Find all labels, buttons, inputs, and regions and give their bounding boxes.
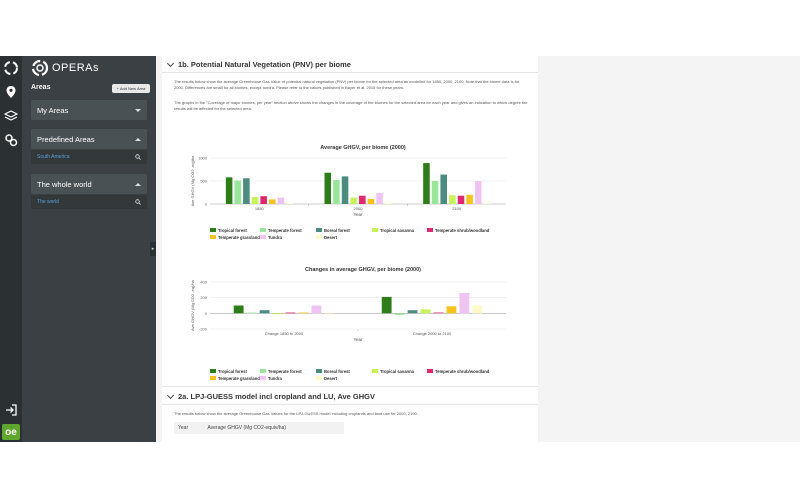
bar xyxy=(466,195,473,204)
legend-swatch xyxy=(260,235,266,239)
legend-label: Boreal forest xyxy=(324,369,350,374)
section-2a-title: 2a. LPJ-GUESS model incl cropland and LU, Ave GHGV xyxy=(178,392,375,401)
divider xyxy=(162,72,538,73)
x-tick-label: 2100 xyxy=(452,206,462,211)
table-header-ghgv: Average GHGV (Mg CO2-equiv/ha) xyxy=(203,422,344,435)
whole-world-name: The world xyxy=(37,199,59,205)
predefined-area-name: South America xyxy=(37,154,70,160)
bar xyxy=(247,313,257,314)
zoom-icon[interactable] xyxy=(135,199,141,205)
operas-logo-icon[interactable] xyxy=(3,60,19,76)
bar xyxy=(311,306,321,314)
y-tick-label: -200 xyxy=(198,326,207,332)
bar xyxy=(234,306,244,314)
bar xyxy=(376,193,383,204)
section-2a-description: The results below show the average Greenhouse Gas Values for the LPJ-GUESS model including croplands and land use for 2000, 2100. xyxy=(174,411,418,416)
section-1b-note: The graphs in the "Coverage of major biomes, per year" section above shows the changes in the coverage of the biomes for the selected area for each year and gives an indication to which degree the results will be affected for the selected area. xyxy=(174,100,528,111)
bar xyxy=(333,180,340,204)
y-tick-label: 500 xyxy=(200,178,207,184)
chart-title: Changes in average GHGV, per biome (2000) xyxy=(305,267,421,273)
divider xyxy=(162,386,538,387)
bar xyxy=(299,313,309,314)
bar xyxy=(350,198,357,204)
layers-icon[interactable] xyxy=(3,108,19,124)
bar xyxy=(432,181,439,204)
bar xyxy=(234,181,241,204)
y-axis-label: Ave GHGV (Mg CO2 -eq)/ha xyxy=(190,280,195,331)
y-tick-label: 400 xyxy=(200,279,207,285)
legend-swatch xyxy=(427,369,433,373)
legend-label: Tropical savanna xyxy=(380,369,414,374)
areas-title: Areas xyxy=(31,84,51,91)
bar xyxy=(243,178,250,204)
legend-label: Tropical forest xyxy=(218,228,247,233)
legend-label: Temperate shrub/woodland xyxy=(435,228,490,233)
legend-swatch xyxy=(372,369,378,373)
table-header-row xyxy=(174,422,344,435)
section-1b-title: 1b. Potential Natural Vegetation (PNV) per biome xyxy=(178,60,351,69)
my-areas-label: My Areas xyxy=(37,105,69,115)
y-tick-label: 200 xyxy=(200,295,207,301)
app-window xyxy=(0,56,800,442)
bar xyxy=(395,313,405,315)
legend-label: Tropical savanna xyxy=(380,228,414,233)
whole-world-accordion[interactable] xyxy=(31,174,147,194)
legend-label: Temperate forest xyxy=(268,369,302,374)
bar xyxy=(342,176,349,204)
x-tick-label: 1850 xyxy=(254,206,264,211)
bar xyxy=(325,173,332,204)
chevron-up-icon xyxy=(135,183,141,186)
oe-badge[interactable]: oe xyxy=(2,424,20,440)
whole-world-label: The whole world xyxy=(37,179,92,189)
legend-label: Tropical forest xyxy=(218,369,247,374)
bar xyxy=(286,313,296,314)
legend-label: Tundra xyxy=(268,376,282,381)
chevron-down-icon xyxy=(167,392,174,399)
login-icon[interactable] xyxy=(3,402,19,418)
bar xyxy=(273,313,283,314)
legend-swatch xyxy=(260,369,266,373)
bar xyxy=(278,198,285,204)
predefined-areas-label: Predefined Areas xyxy=(37,134,95,144)
bar xyxy=(475,181,482,204)
chart-title: Average GHGV, per biome (2000) xyxy=(320,145,406,151)
legend-swatch xyxy=(316,369,322,373)
legend-label: Temperate forest xyxy=(268,228,302,233)
y-tick-label: 0 xyxy=(204,310,207,316)
bar xyxy=(472,306,482,314)
legend-label: Tundra xyxy=(268,235,282,240)
bar xyxy=(286,203,293,204)
panel-collapse-handle[interactable]: ▸ xyxy=(150,242,156,256)
x-tick-label: Change 2000 to 2100 xyxy=(412,331,452,336)
bar xyxy=(260,310,270,313)
bar xyxy=(447,306,457,313)
x-tick-label: Change 1850 to 2000 xyxy=(264,331,304,336)
legend-swatch xyxy=(260,376,266,380)
bar xyxy=(459,293,469,313)
operas-swirl-icon xyxy=(30,58,50,78)
logo-text: OPERAs xyxy=(52,62,100,74)
section-2a-header[interactable] xyxy=(168,392,375,401)
x-axis-label: Year xyxy=(353,212,363,217)
legend-label: Temperate shrub/woodland xyxy=(435,369,490,374)
bar xyxy=(269,199,276,204)
link-icon[interactable] xyxy=(3,132,19,148)
divider xyxy=(162,404,538,405)
bar xyxy=(408,310,418,313)
legend-swatch xyxy=(260,228,266,232)
x-tick-label: 2000 xyxy=(353,206,363,211)
legend-label: Temperate grassland xyxy=(218,376,260,381)
table-header-year: Year xyxy=(174,422,203,435)
zoom-icon[interactable] xyxy=(135,154,141,160)
bar xyxy=(421,309,431,313)
legend-swatch xyxy=(210,376,216,380)
page-background xyxy=(538,56,800,442)
y-tick-label: 0 xyxy=(204,201,207,207)
bar xyxy=(385,203,392,204)
legend-swatch xyxy=(316,235,322,239)
ghgv-table xyxy=(174,422,344,435)
bar xyxy=(434,313,444,314)
legend-label: Desert xyxy=(324,235,338,240)
legend-swatch xyxy=(316,228,322,232)
bar xyxy=(458,196,465,204)
legend-swatch xyxy=(210,228,216,232)
bar xyxy=(368,199,375,204)
operas-logo xyxy=(30,58,99,78)
chevron-down-icon xyxy=(135,109,141,112)
legend-label: Boreal forest xyxy=(324,228,350,233)
bar xyxy=(359,196,366,204)
section-1b-header[interactable] xyxy=(168,60,351,69)
legend-label: Temperate grassland xyxy=(218,235,260,240)
chevron-up-icon xyxy=(135,138,141,141)
bar xyxy=(484,203,491,204)
bar xyxy=(449,195,456,204)
bar xyxy=(324,313,334,314)
results-pane xyxy=(162,56,538,442)
add-new-area-button[interactable]: + Add New Area xyxy=(112,84,150,93)
chevron-down-icon xyxy=(167,60,174,67)
x-axis-label: Year xyxy=(353,337,363,342)
predefined-areas-accordion[interactable] xyxy=(31,129,147,149)
bar xyxy=(440,175,447,204)
bar xyxy=(226,177,233,204)
whole-world-item[interactable] xyxy=(31,195,147,209)
map-pin-icon[interactable] xyxy=(3,84,19,100)
legend-swatch xyxy=(316,376,322,380)
icon-rail xyxy=(0,56,22,442)
my-areas-accordion[interactable] xyxy=(31,100,147,120)
ghgv-change-chart xyxy=(162,264,538,384)
legend-swatch xyxy=(372,228,378,232)
bar xyxy=(382,297,392,313)
legend-swatch xyxy=(427,228,433,232)
section-1b-description: The results below show the average Greenhouse Gas Value of potential natural vegetation (PNV) per biome for the selected area as modelled for 1850, 2000, 2100. Note that the biome data is for 2000. Differences are small for all biomes, except tundra. Please refer to the values published in Bayer et al. 2015 for these years. xyxy=(174,79,520,90)
legend-label: Desert xyxy=(324,376,338,381)
areas-panel xyxy=(22,56,156,442)
y-axis-label: Ave GHGV (Mg CO2 -eq)/ha xyxy=(190,155,195,207)
bar xyxy=(252,197,259,204)
predefined-area-item[interactable] xyxy=(31,150,147,164)
legend-swatch xyxy=(210,369,216,373)
average-ghgv-chart xyxy=(162,140,538,250)
bar xyxy=(423,163,430,204)
bar xyxy=(260,196,267,204)
y-tick-label: 1000 xyxy=(198,155,207,161)
legend-swatch xyxy=(210,235,216,239)
